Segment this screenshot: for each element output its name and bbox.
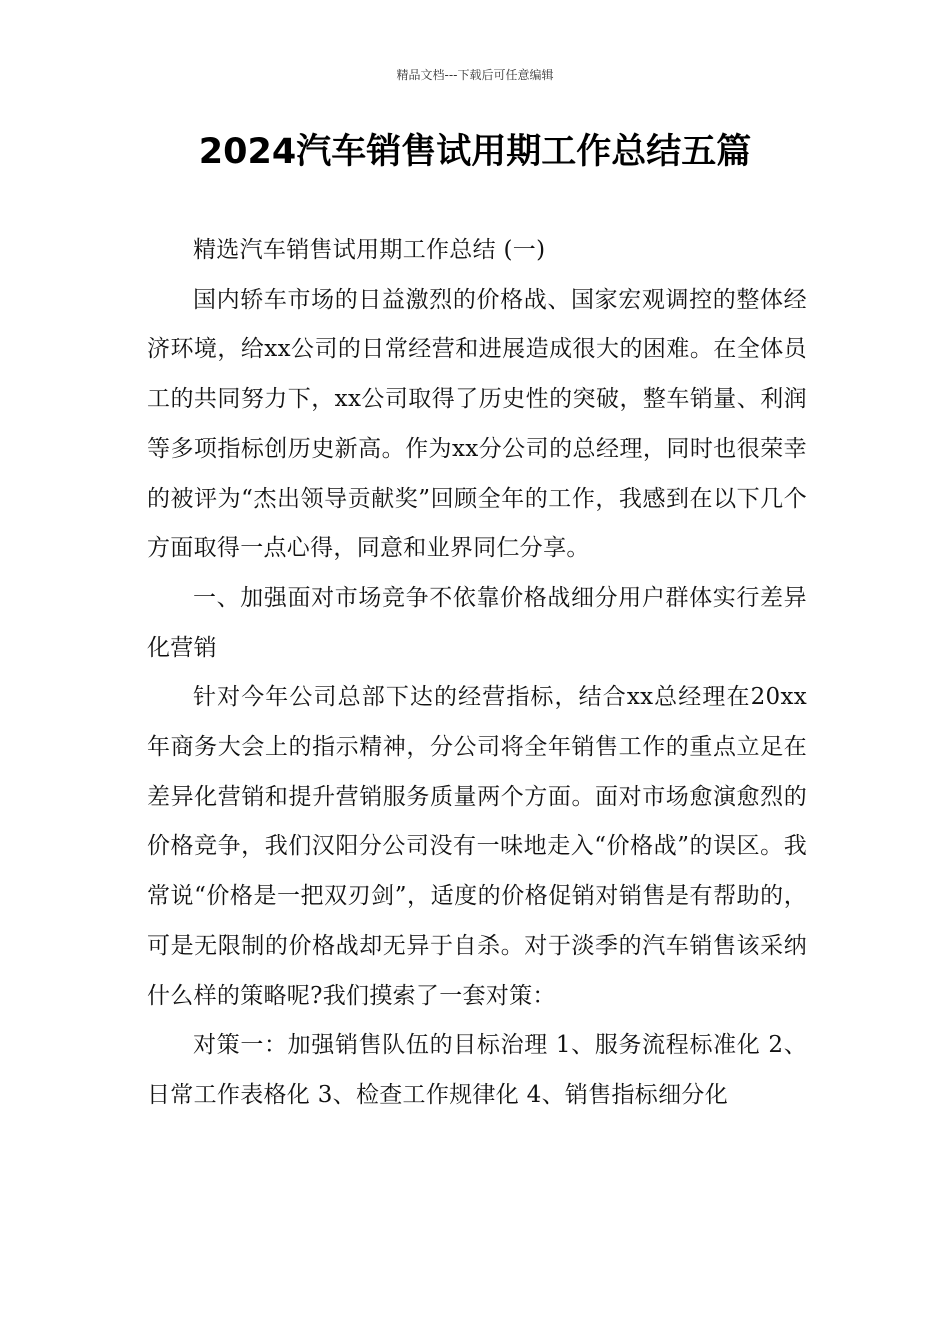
body-paragraph: 对策一：加强销售队伍的目标治理 1、服务流程标准化 2、日常工作表格化 3、检查工作规律化 4、销售指标细分化 <box>147 1032 807 1108</box>
document-body <box>147 226 807 1121</box>
subsection-heading: 一、加强面对市场竞争不依靠价格战细分用户群体实行差异化营销 <box>147 584 807 661</box>
document-title: 2024汽车销售试用期工作总结五篇 <box>198 132 752 172</box>
body-paragraph: 国内轿车市场的日益激烈的价格战、国家宏观调控的整体经济环境，给xx公司的日常经营和进展造成很大的困难。在全体员工的共同努力下，xx公司取得了历史性的突破，整车销量、利润等多项指标创历史新高。作为xx分公司的总经理，同时也很荣幸的被评为“杰出领导贡献奖”回顾全年的工作，我感到在以下几个方面取得一点心得，同意和业界同仁分享。 <box>147 286 807 562</box>
body-paragraph: 针对今年公司总部下达的经营指标，结合xx总经理在20xx年商务大会上的指示精神，分公司将全年销售工作的重点立足在差异化营销和提升营销服务质量两个方面。面对市场愈演愈烈的价格竞争，我们汉阳分公司没有一味地走入“价格战”的误区。我常说“价格是一把双刃剑”，适度的价格促销对销售是有帮助的，可是无限制的价格战却无异于自杀。对于淡季的汽车销售该采纳什么样的策略呢?我们摸索了一套对策： <box>147 684 807 1009</box>
header-note: 精品文档---下载后可任意编辑 <box>396 68 554 82</box>
section-heading: 精选汽车销售试用期工作总结 (一) <box>193 237 546 263</box>
